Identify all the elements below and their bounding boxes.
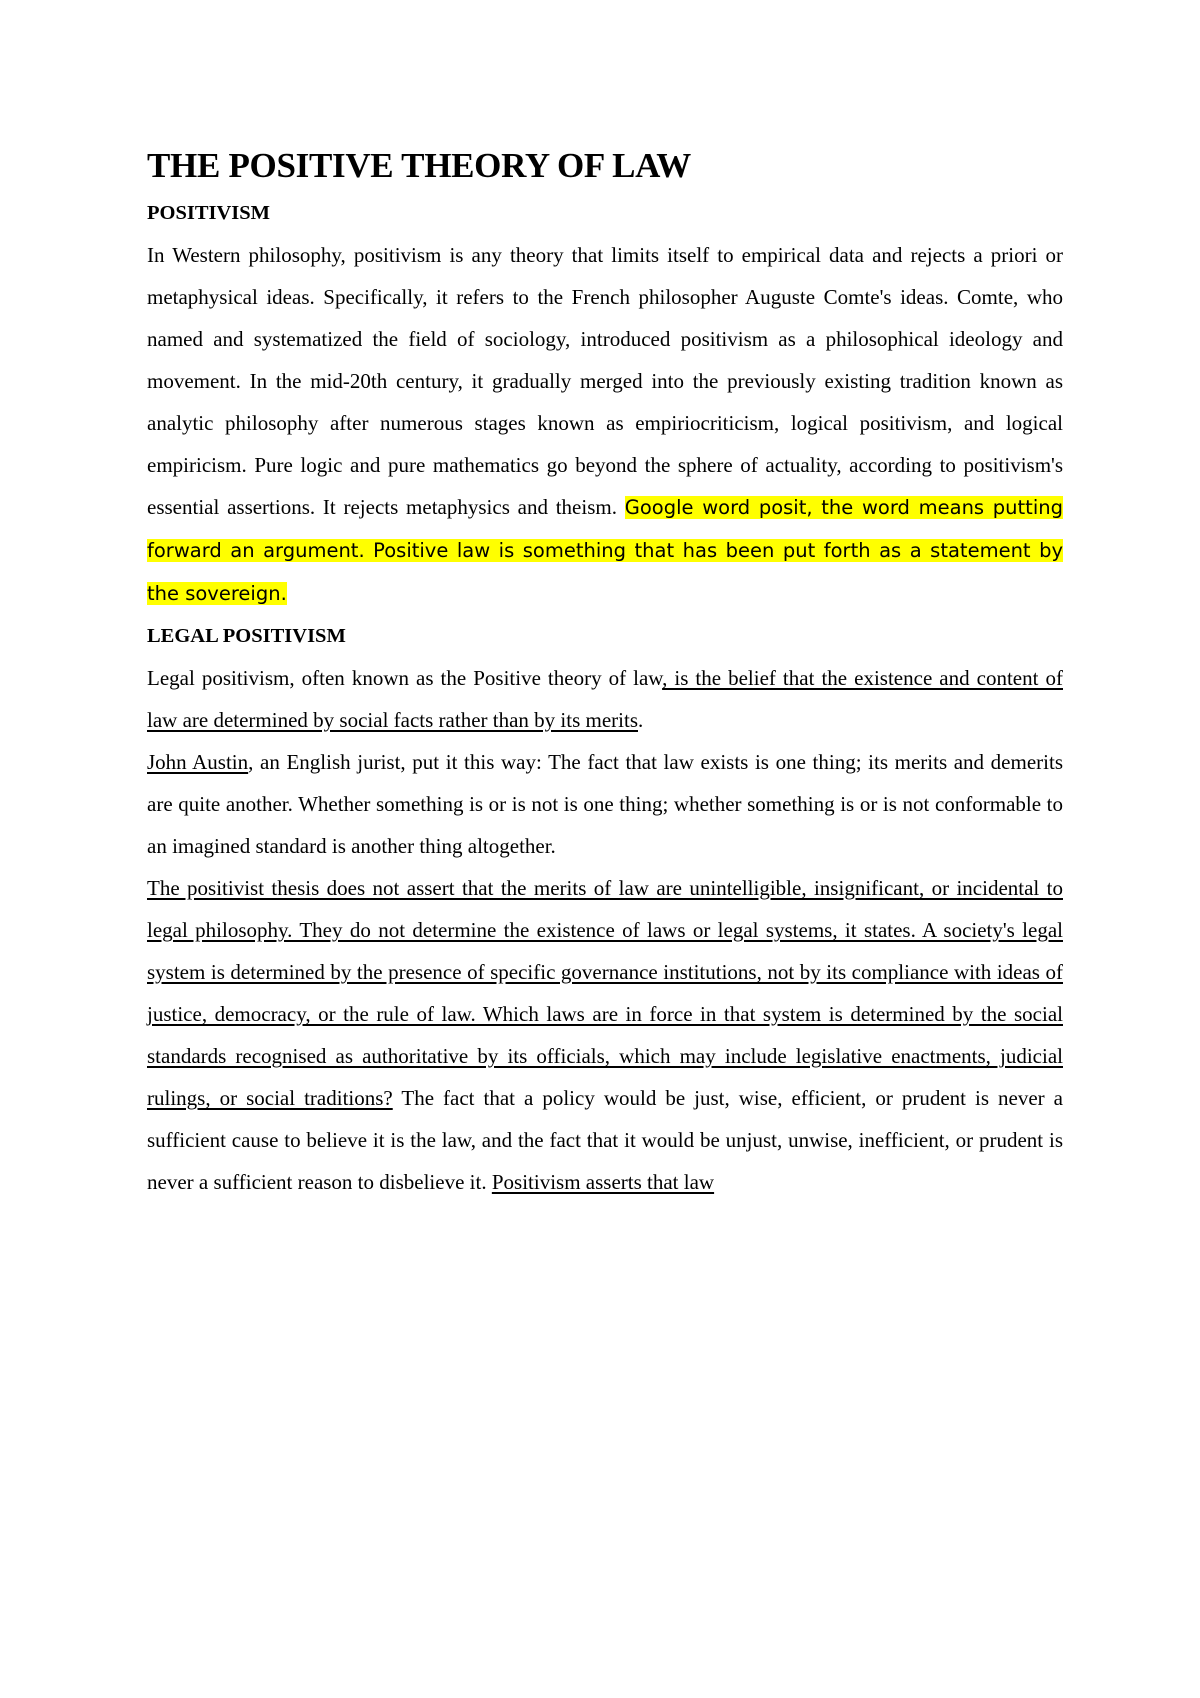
paragraph-positivist-thesis: [147, 867, 1063, 1203]
paragraph-text: In Western philosophy, positivism is any theory that limits itself to empirical data and rejects a priori or metaphysical ideas. Specifically, it refers to the French philosopher Auguste Comte's ideas. Comte, who named and systematized the field of sociology, introduced positivism as a philosophical ideology and movement. In the mid-20th century, it gradually merged into the previously existing tradition known as analytic philosophy after numerous stages known as empiriocriticism, logical positivism, and logical empiricism. Pure logic and pure mathematics go beyond the sphere of actuality, according to positivism's essential assertions. It rejects metaphysics and theism.: [147, 243, 1063, 519]
underlined-name: John Austin: [147, 750, 249, 774]
underlined-tail: Positivism asserts that law: [491, 1170, 715, 1194]
document-body: [147, 140, 1063, 1203]
highlighted-text: Google word posit, the word means putting forward an argument. Positive law is something that has been put forth as a statement by the sovereign.: [147, 496, 1063, 605]
heading-positivism: POSITIVISM: [147, 202, 271, 224]
underlined-text: The positivist thesis does not assert that the merits of law are unintelligible, insignificant, or incidental to legal philosophy. They do not determine the existence of laws or legal systems, it states. A society's legal system is determined by the presence of specific governance institutions, not by its compliance with ideas of justice, democracy, or the rule of law. Which laws are in force in that system is determined by the social standards recognised as authoritative by its officials, which may include legislative enactments, judicial rulings, or social traditions?: [147, 876, 1063, 1110]
underlined-text: , is the belief that the existence and content of law are determined by social facts rather than by its merits: [147, 666, 1063, 732]
paragraph-text: The fact that a policy would be just, wise, efficient, or prudent is never a sufficient cause to believe it is the law, and the fact that it would be unjust, unwise, inefficient, or prudent is never a sufficient reason to disbelieve it.: [147, 1086, 1063, 1194]
paragraph-legal-definition: [147, 657, 1063, 741]
paragraph-positivism: [147, 234, 1063, 615]
paragraph-text: Legal positivism, often known as the Positive theory of law: [147, 666, 663, 690]
paragraph-tail: .: [638, 708, 644, 732]
paragraph-john-austin: [147, 741, 1063, 867]
document-title: THE POSITIVE THEORY OF LAW: [147, 146, 691, 185]
paragraph-text: , an English jurist, put it this way: The fact that law exists is one thing; its merits and demerits are quite another. Whether something is or is not is one thing; whether something is or is not conformable to an imagined standard is another thing altogether.: [147, 750, 1063, 858]
heading-legal-positivism: LEGAL POSITIVISM: [147, 625, 346, 647]
